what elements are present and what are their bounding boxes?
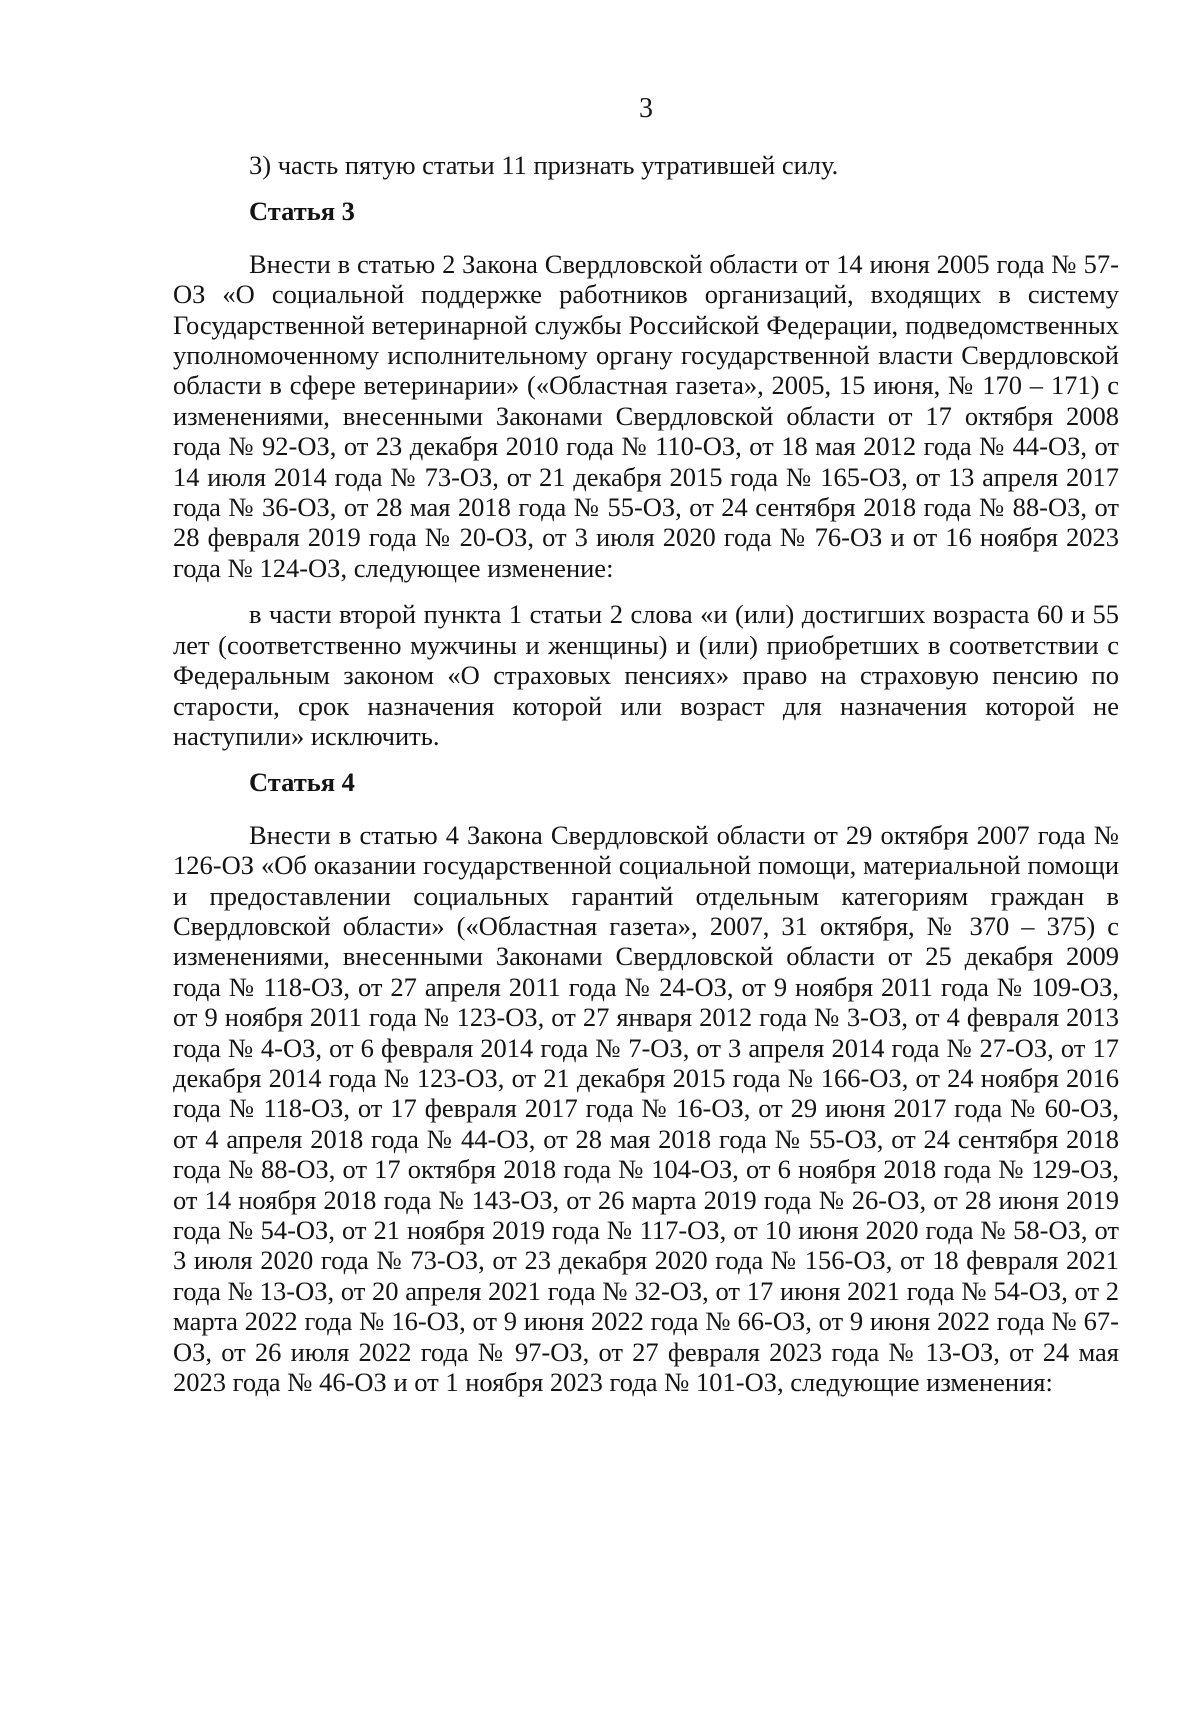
article-4-intro-paragraph: Внести в статью 4 Закона Свердловской области от 29 октября 2007 года № 126-ОЗ «Об оказании государственной социальной помощи, материальной помощи и предоставлении социальных гарантий отдельным категориям граждан в Свердловской области» («Областная газета», 2007, 31 октября, № 370 – 375) с изменениями, внесенными Законами Свердловской области от 25 декабря 2009 года № 118-ОЗ, от 27 апреля 2011 года № 24-ОЗ, от 9 ноября 2011 года № 109-ОЗ, от 9 ноября 2011 года № 123-ОЗ, от 27 января 2012 года № 3-ОЗ, от 4 февраля 2013 года № 4-ОЗ, от 6 февраля 2014 года № 7-ОЗ, от 3 апреля 2014 года № 27-ОЗ, от 17 декабря 2014 года № 123-ОЗ, от 21 декабря 2015 года № 166-ОЗ, от 24 ноября 2016 года № 118-ОЗ, от 17 февраля 2017 года № 16-ОЗ, от 29 июня 2017 года № 60-ОЗ, от 4 апреля 2018 года № 44-ОЗ, от 28 мая 2018 года № 55-ОЗ, от 24 сентября 2018 года № 88-ОЗ, от 17 октября 2018 года № 104-ОЗ, от 6 ноября 2018 года № 129-ОЗ, от 14 ноября 2018 года № 143-ОЗ, от 26 марта 2019 года № 26-ОЗ, от 28 июня 2019 года № 54-ОЗ, от 21 ноября 2019 года № 117-ОЗ, от 10 июня 2020 года № 58-ОЗ, от 3 июля 2020 года № 73-ОЗ, от 23 декабря 2020 года № 156-ОЗ, от 18 февраля 2021 года № 13-ОЗ, от 20 апреля 2021 года № 32-ОЗ, от 17 июня 2021 года № 54-ОЗ, от 2 марта 2022 года № 16-ОЗ, от 9 июня 2022 года № 66-ОЗ, от 9 июня 2022 года № 67-ОЗ, от 26 июля 2022 года № 97-ОЗ, от 27 февраля 2023 года № 13-ОЗ, от 24 мая 2023 года № 46-ОЗ и от 1 ноября 2023 года № 101-ОЗ, следующие изменения: <box>173 819 1119 1398</box>
article-4-heading: Статья 4 <box>249 767 355 798</box>
item-3-paragraph: 3) часть пятую статьи 11 признать утратившей силу. <box>249 150 839 180</box>
document-body <box>173 150 1119 1397</box>
article-3-intro-paragraph: Внести в статью 2 Закона Свердловской области от 14 июня 2005 года № 57-ОЗ «О социальной поддержке работников организаций, входящих в систему Государственной ветеринарной службы Российской Федерации, подведомственных уполномоченному исполнительному органу государственной власти Свердловской области в сфере ветеринарии» («Областная газета», 2005, 15 июня, № 170 – 171) с изменениями, внесенными Законами Свердловской области от 17 октября 2008 года № 92-ОЗ, от 23 декабря 2010 года № 110-ОЗ, от 18 мая 2012 года № 44-ОЗ, от 14 июля 2014 года № 73-ОЗ, от 21 декабря 2015 года № 165-ОЗ, от 13 апреля 2017 года № 36-ОЗ, от 28 мая 2018 года № 55-ОЗ, от 24 сентября 2018 года № 88-ОЗ, от 28 февраля 2019 года № 20-ОЗ, от 3 июля 2020 года № 76-ОЗ и от 16 ноября 2023 года № 124-ОЗ, следующее изменение: <box>173 248 1119 583</box>
page-number: 3 <box>639 93 653 124</box>
document-page <box>173 0 1119 1712</box>
article-3-change-paragraph: в части второй пункта 1 статьи 2 слова «и (или) достигших возраста 60 и 55 лет (соответственно мужчины и женщины) и (или) приобретших в соответствии с Федеральным законом «О страховых пенсиях» право на страховую пенсию по старости, срок назначения которой или возраст для назначения которой не наступили» исключить. <box>173 599 1119 751</box>
article-3-heading: Статья 3 <box>249 196 355 227</box>
